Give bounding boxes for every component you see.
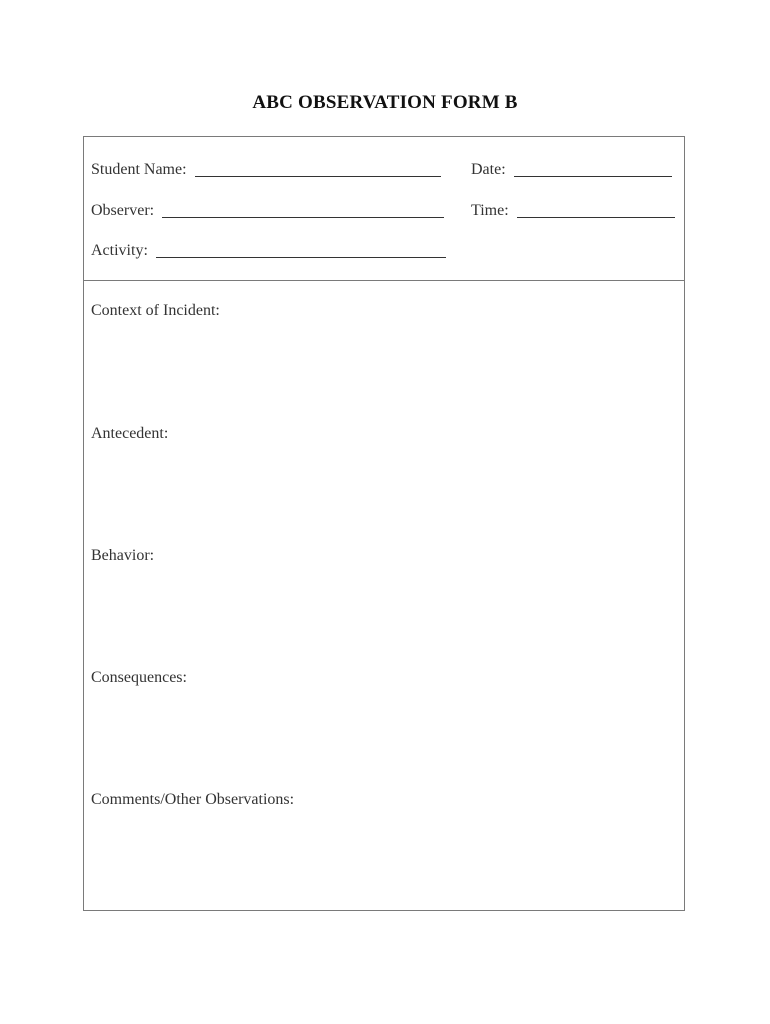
student-name-label: Student Name: [91, 161, 187, 178]
student-name-line[interactable] [195, 176, 441, 177]
activity-field [91, 238, 446, 260]
comments-label: Comments/Other Observations: [91, 791, 295, 808]
date-line[interactable] [514, 176, 672, 177]
form-title: ABC OBSERVATION FORM B [252, 92, 518, 113]
context-of-incident-label: Context of Incident: [91, 302, 220, 319]
antecedent-label: Antecedent: [91, 425, 169, 442]
date-field [471, 157, 672, 179]
form-header-section [84, 137, 684, 281]
time-field [471, 198, 675, 220]
date-label: Date: [471, 161, 506, 178]
activity-label: Activity: [91, 242, 148, 259]
consequences-label: Consequences: [91, 669, 187, 686]
student-name-field [91, 157, 441, 179]
activity-line[interactable] [156, 257, 446, 258]
behavior-label: Behavior: [91, 547, 155, 564]
time-label: Time: [471, 202, 509, 219]
observation-form [83, 136, 685, 911]
observer-label: Observer: [91, 202, 155, 219]
observer-line[interactable] [162, 217, 444, 218]
time-line[interactable] [517, 217, 675, 218]
observer-field [91, 198, 444, 220]
